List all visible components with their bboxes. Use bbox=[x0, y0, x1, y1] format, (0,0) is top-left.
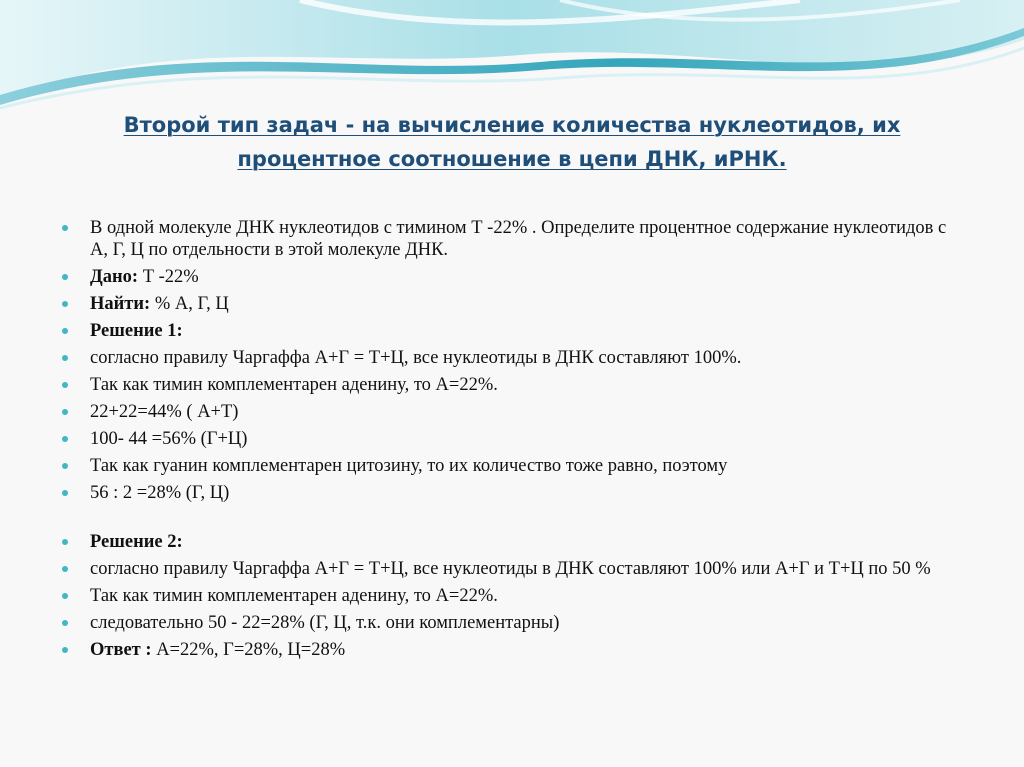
item-text: % А, Г, Ц bbox=[150, 294, 229, 314]
list-item bbox=[62, 320, 962, 342]
bullet-dot-icon bbox=[62, 647, 68, 653]
list-item bbox=[62, 266, 962, 288]
item-text: Так как тимин комплементарен аденину, то А=22%. bbox=[90, 586, 498, 606]
title-part-2: на вычисление количества нуклеотидов, их bbox=[361, 113, 901, 137]
list-item bbox=[62, 639, 962, 661]
item-label: Найти: bbox=[90, 294, 151, 314]
list-item bbox=[62, 293, 962, 315]
bullet-dot-icon bbox=[62, 355, 68, 361]
bullet-dot-icon bbox=[62, 409, 68, 415]
item-label: Решение 1: bbox=[90, 321, 183, 341]
list-item bbox=[62, 428, 962, 450]
list-item bbox=[62, 217, 962, 261]
bullet-dot-icon bbox=[62, 274, 68, 280]
item-text: Так как гуанин комплементарен цитозину, то их количество тоже равно, поэтому bbox=[90, 456, 728, 476]
list-item bbox=[62, 374, 962, 396]
bullet-dot-icon bbox=[62, 539, 68, 545]
bullet-dot-icon bbox=[62, 225, 68, 231]
item-text: следовательно 50 - 22=28% (Г, Ц, т.к. они комплементарны) bbox=[90, 613, 560, 633]
item-label: Ответ : bbox=[90, 640, 152, 660]
item-text: 100- 44 =56% (Г+Ц) bbox=[90, 429, 248, 449]
item-text: А=22%, Г=28%, Ц=28% bbox=[151, 640, 346, 660]
list-item bbox=[62, 585, 962, 607]
list-item bbox=[62, 347, 962, 369]
list-item bbox=[62, 558, 962, 580]
list-item bbox=[62, 482, 962, 504]
list-item bbox=[62, 612, 962, 634]
bullet-dot-icon bbox=[62, 463, 68, 469]
title-line-1 bbox=[60, 108, 964, 142]
bullet-dot-icon bbox=[62, 566, 68, 572]
list-item bbox=[62, 455, 962, 477]
list-item bbox=[62, 531, 962, 553]
bullet-dot-icon bbox=[62, 436, 68, 442]
bullet-list bbox=[62, 217, 962, 666]
item-text: Т -22% bbox=[138, 267, 199, 287]
item-text: согласно правилу Чаргаффа А+Г = Т+Ц, все нуклеотиды в ДНК составляют 100% или А+Г и Т+Ц по 50 % bbox=[90, 559, 931, 579]
item-text: 56 : 2 =28% (Г, Ц) bbox=[90, 483, 230, 503]
slide-title bbox=[60, 108, 964, 176]
bullet-dot-icon bbox=[62, 490, 68, 496]
item-text: 22+22=44% ( А+Т) bbox=[90, 402, 239, 422]
item-text: Так как тимин комплементарен аденину, то А=22%. bbox=[90, 375, 498, 395]
bullet-dot-icon bbox=[62, 301, 68, 307]
bullet-dot-icon bbox=[62, 328, 68, 334]
bullet-dot-icon bbox=[62, 620, 68, 626]
bullet-dot-icon bbox=[62, 593, 68, 599]
item-text: В одной молекуле ДНК нуклеотидов с тимином Т -22% . Определите процентное содержание нуклеотидов с А, Г, Ц по отдельности в этой молекуле ДНК. bbox=[90, 218, 947, 260]
item-text: согласно правилу Чаргаффа А+Г = Т+Ц, все нуклеотиды в ДНК составляют 100%. bbox=[90, 348, 742, 368]
list-item bbox=[62, 401, 962, 423]
item-label: Дано: bbox=[90, 267, 139, 287]
title-part-1: Второй тип задач - bbox=[123, 113, 362, 137]
item-label: Решение 2: bbox=[90, 532, 183, 552]
title-line-2: процентное соотношение в цепи ДНК, иРНК. bbox=[237, 147, 787, 171]
bullet-dot-icon bbox=[62, 382, 68, 388]
